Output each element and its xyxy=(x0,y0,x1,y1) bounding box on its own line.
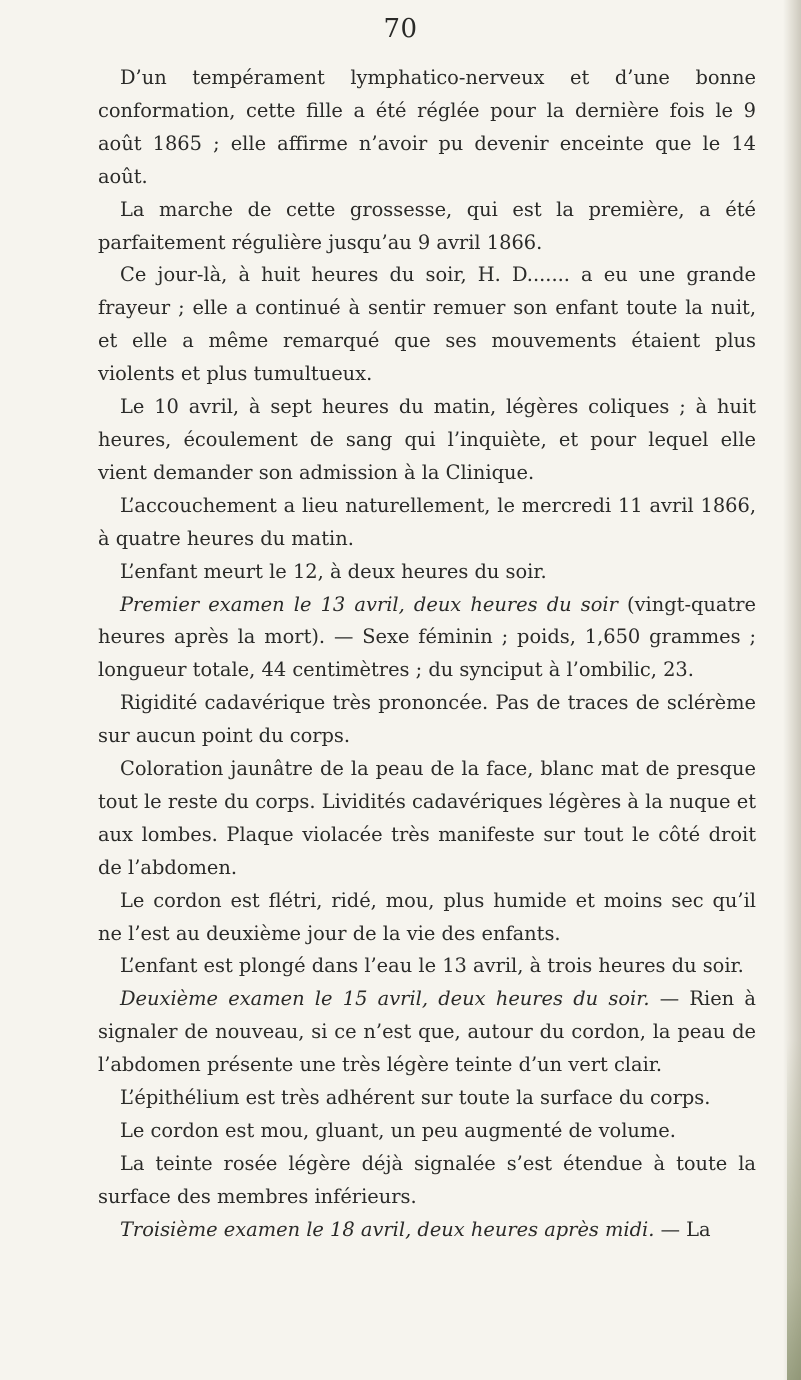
paragraph: Le 10 avril, à sept heures du matin, légères coliques ; à huit heures, écoulement de sang qui l’inquiète, et pour lequel elle vient demander son admission à la Clinique. xyxy=(98,395,756,484)
paragraph: Le cordon est flétri, ridé, mou, plus humide et moins sec qu’il ne l’est au deuxième jour de la vie des enfants. xyxy=(98,888,756,945)
page-number: 70 xyxy=(383,14,418,44)
paragraph: Rigidité cadavérique très prononcée. Pas de traces de sclérème sur aucun point du corps. xyxy=(98,691,756,748)
paragraph: Deuxième examen le 15 avril, deux heures du soir. — Rien à signaler de nouveau, si ce n’est que, autour du cordon, la peau de l’abdomen présente une très légère teinte d’un vert clair. xyxy=(98,987,756,1077)
paragraph: Ce jour-là, à huit heures du soir, H. D....... a eu une grande frayeur ; elle a continué à sentir remuer son enfant toute la nuit, et elle a même remarqué que ses mouvements étaient plus violents et plus tumultueux. xyxy=(98,263,756,386)
paragraph: Coloration jaunâtre de la peau de la face, blanc mat de presque tout le reste du corps. Lividités cadavériques légères à la nuque et aux lombes. Plaque violacée très manifeste sur tout le côté droit de l’abdomen. xyxy=(98,757,756,879)
paragraph: L’accouchement a lieu naturellement, le mercredi 11 avril 1866, à quatre heures du matin. xyxy=(98,493,756,550)
page-edge-stain xyxy=(787,1040,801,1380)
paragraph: Le cordon est mou, gluant, un peu augmenté de volume. xyxy=(120,1119,676,1142)
paragraph: Premier examen le 13 avril, deux heures du soir (vingt-quatre heures après la mort). — Sexe féminin ; poids, 1,650 grammes ; longueur totale, 44 centimètres ; du synciput à l’ombilic, 23. xyxy=(98,592,756,682)
paragraph: L’enfant est plongé dans l’eau le 13 avril, à trois heures du soir. xyxy=(120,954,744,978)
paragraph: La teinte rosée légère déjà signalée s’est étendue à toute la surface des membres inférieurs. xyxy=(98,1151,756,1208)
section-heading: Premier examen le 13 avril, deux heures du soir xyxy=(120,592,618,616)
paragraph: L’enfant meurt le 12, à deux heures du soir. xyxy=(120,559,547,583)
paragraph: D’un tempérament lymphatico-nerveux et d’une bonne conformation, cette fille a été réglée pour la dernière fois le 9 août 1865 ; elle affirme n’avoir pu devenir enceinte que le 14 août. xyxy=(98,66,756,188)
section-heading: Troisième examen le 18 avril, deux heures après midi. xyxy=(120,1217,655,1241)
paragraph: La marche de cette grossesse, qui est la première, a été parfaitement régulière jusqu’au 9 avril 1866. xyxy=(98,197,756,254)
paragraph: Troisième examen le 18 avril, deux heures après midi. — La xyxy=(120,1217,711,1241)
paragraph: L’épithélium est très adhérent sur toute la surface du corps. xyxy=(120,1086,711,1110)
section-heading: Deuxième examen le 15 avril, deux heures du soir. xyxy=(120,987,650,1011)
body-text xyxy=(98,62,756,1247)
